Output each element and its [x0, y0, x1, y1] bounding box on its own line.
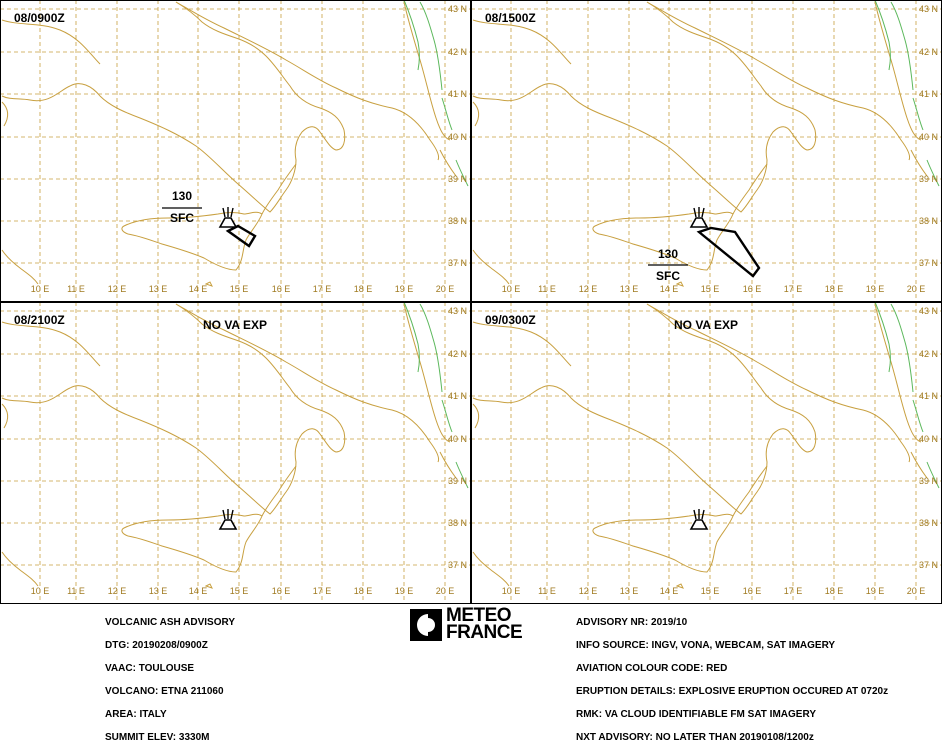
coastline — [473, 322, 571, 366]
longitude-label: 13 E — [148, 586, 168, 596]
latitude-label: 38 N — [447, 518, 467, 528]
advisory-remark: RMK: VA CLOUD IDENTIFIABLE FM SAT IMAGERY — [576, 709, 816, 720]
latitude-label: 42 N — [447, 349, 467, 359]
coastline — [647, 2, 910, 160]
panel-status-label: NO VA EXP — [202, 318, 268, 332]
volcano-plume — [231, 208, 233, 217]
longitude-label: 16 E — [742, 586, 762, 596]
longitude-label: 12 E — [578, 586, 598, 596]
longitude-label: 12 E — [107, 284, 127, 294]
longitude-label: 19 E — [394, 284, 414, 294]
coastline — [473, 250, 509, 284]
longitude-label: 14 E — [659, 284, 679, 294]
coastline — [2, 250, 38, 284]
advisory-eruption-details: ERUPTION DETAILS: EXPLOSIVE ERUPTION OCCURED AT 0720z — [576, 686, 889, 697]
advisory-next: NXT ADVISORY: NO LATER THAN 20190108/1200z — [576, 732, 814, 743]
latitude-label: 38 N — [447, 216, 467, 226]
volcano-icon — [220, 207, 236, 227]
panel-time-label: 08/0900Z — [14, 11, 65, 25]
longitude-label: 10 E — [501, 284, 521, 294]
map-panel-4 — [471, 302, 942, 604]
logo-line-1: METEO — [446, 605, 512, 626]
country-border — [891, 2, 913, 90]
longitude-label: 16 E — [271, 586, 291, 596]
flight-level-lower: SFC — [170, 211, 194, 225]
longitude-label: 14 E — [659, 586, 679, 596]
longitude-label: 19 E — [865, 284, 885, 294]
meteo-france-logo-icon — [410, 609, 442, 641]
coastline — [2, 552, 38, 586]
latitude-label: 39 N — [918, 174, 938, 184]
longitude-label: 10 E — [30, 586, 50, 596]
coastline — [404, 304, 450, 442]
coastline — [262, 466, 296, 516]
latitude-label: 41 N — [918, 391, 938, 401]
volcano-icon — [691, 509, 707, 529]
latitude-label: 38 N — [918, 518, 938, 528]
panel-frame — [1, 303, 471, 604]
longitude-label: 11 E — [67, 586, 85, 596]
latitude-label: 43 N — [447, 4, 467, 14]
longitude-label: 14 E — [188, 586, 208, 596]
longitude-label: 11 E — [538, 586, 556, 596]
longitude-label: 18 E — [353, 586, 373, 596]
longitude-label: 20 E — [906, 586, 926, 596]
longitude-label: 17 E — [783, 284, 803, 294]
advisory-summit-elev: SUMMIT ELEV: 3330M — [105, 732, 210, 743]
longitude-label: 18 E — [824, 284, 844, 294]
coastline — [911, 452, 927, 478]
volcano-plume — [223, 208, 225, 217]
panel-time-label: 08/2100Z — [14, 313, 65, 327]
flight-level-upper: 130 — [171, 189, 193, 203]
longitude-label: 10 E — [30, 284, 50, 294]
latitude-label: 43 N — [918, 4, 938, 14]
panel-frame — [1, 1, 471, 302]
longitude-label: 19 E — [394, 586, 414, 596]
latitude-label: 39 N — [447, 476, 467, 486]
coastline — [473, 2, 816, 212]
volcano-plume — [231, 510, 233, 519]
latitude-label: 41 N — [918, 89, 938, 99]
panel-status-label: NO VA EXP — [673, 318, 739, 332]
latitude-label: 37 N — [447, 560, 467, 570]
coastline — [440, 150, 456, 176]
longitude-label: 20 E — [435, 284, 455, 294]
longitude-label: 15 E — [229, 284, 249, 294]
panel-time-label: 09/0300Z — [485, 313, 536, 327]
volcano-cone — [220, 218, 236, 227]
map-panel-1 — [0, 0, 471, 302]
flight-level-lower: SFC — [656, 269, 680, 283]
volcano-plume — [702, 510, 704, 519]
latitude-label: 40 N — [447, 434, 467, 444]
meteo-france-logo — [410, 607, 540, 643]
longitude-label: 12 E — [107, 586, 127, 596]
latitude-label: 42 N — [447, 47, 467, 57]
longitude-label: 15 E — [700, 586, 720, 596]
country-border — [442, 98, 452, 130]
latitude-label: 40 N — [918, 132, 938, 142]
map-panel-3 — [0, 302, 471, 604]
country-border — [891, 304, 913, 392]
volcano-plume — [702, 208, 704, 217]
coastline — [473, 102, 479, 126]
coastline — [2, 304, 345, 514]
logo-line-2: FRANCE — [446, 622, 523, 643]
longitude-label: 20 E — [435, 586, 455, 596]
latitude-label: 37 N — [447, 258, 467, 268]
latitude-label: 38 N — [918, 216, 938, 226]
country-border — [913, 98, 923, 130]
latitude-label: 40 N — [918, 434, 938, 444]
longitude-label: 17 E — [312, 284, 332, 294]
panel-time-label: 08/1500Z — [485, 11, 536, 25]
latitude-label: 40 N — [447, 132, 467, 142]
coastline — [473, 552, 509, 586]
panel-frame — [472, 303, 942, 604]
latitude-label: 43 N — [918, 306, 938, 316]
longitude-label: 10 E — [501, 586, 521, 596]
advisory-dtg: DTG: 20190208/0900Z — [105, 640, 208, 651]
coastline — [733, 466, 767, 516]
latitude-label: 41 N — [447, 391, 467, 401]
volcano-cone — [691, 218, 707, 227]
longitude-label: 13 E — [619, 586, 639, 596]
coastline — [2, 102, 8, 126]
coastline — [404, 2, 450, 140]
country-border — [913, 400, 923, 432]
longitude-label: 18 E — [824, 586, 844, 596]
flight-level-upper: 130 — [657, 247, 679, 261]
panel-frame — [472, 1, 942, 302]
coastline — [2, 2, 345, 212]
coastline — [2, 404, 8, 428]
longitude-label: 18 E — [353, 284, 373, 294]
longitude-label: 11 E — [538, 284, 556, 294]
longitude-label: 19 E — [865, 586, 885, 596]
coastline — [473, 20, 571, 64]
latitude-label: 41 N — [447, 89, 467, 99]
advisory-title: VOLCANIC ASH ADVISORY — [105, 617, 236, 628]
coastline — [875, 2, 921, 140]
longitude-label: 20 E — [906, 284, 926, 294]
coastline — [176, 2, 439, 160]
longitude-label: 14 E — [188, 284, 208, 294]
map-panel-2 — [471, 0, 942, 302]
coastline — [911, 150, 927, 176]
advisory-area: AREA: ITALY — [105, 709, 167, 720]
latitude-label: 42 N — [918, 47, 938, 57]
coastline — [733, 164, 767, 214]
country-border — [442, 400, 452, 432]
longitude-label: 16 E — [742, 284, 762, 294]
volcano-icon — [220, 509, 236, 529]
longitude-label: 16 E — [271, 284, 291, 294]
volcano-plume — [223, 510, 225, 519]
volcano-plume — [694, 208, 696, 217]
coastline — [2, 322, 100, 366]
latitude-label: 39 N — [447, 174, 467, 184]
coastline — [473, 404, 479, 428]
longitude-label: 11 E — [67, 284, 85, 294]
advisory-number: ADVISORY NR: 2019/10 — [576, 617, 688, 628]
coastline — [2, 20, 100, 64]
longitude-label: 12 E — [578, 284, 598, 294]
advisory-volcano: VOLCANO: ETNA 211060 — [105, 686, 224, 697]
longitude-label: 13 E — [148, 284, 168, 294]
latitude-label: 37 N — [918, 560, 938, 570]
longitude-label: 17 E — [312, 586, 332, 596]
latitude-label: 37 N — [918, 258, 938, 268]
longitude-label: 17 E — [783, 586, 803, 596]
advisory-info-source: INFO SOURCE: INGV, VONA, WEBCAM, SAT IMAGERY — [576, 640, 836, 651]
volcano-plume — [694, 510, 696, 519]
coastline — [440, 452, 456, 478]
latitude-label: 39 N — [918, 476, 938, 486]
volcano-cone — [220, 520, 236, 529]
latitude-label: 43 N — [447, 306, 467, 316]
coastline — [875, 304, 921, 442]
coastline — [473, 304, 816, 514]
longitude-label: 15 E — [700, 284, 720, 294]
advisory-vaac: VAAC: TOULOUSE — [105, 663, 195, 674]
advisory-colour-code: AVIATION COLOUR CODE: RED — [576, 663, 728, 674]
longitude-label: 13 E — [619, 284, 639, 294]
volcano-cone — [691, 520, 707, 529]
volcano-icon — [691, 207, 707, 227]
longitude-label: 15 E — [229, 586, 249, 596]
ash-cloud-polygon — [228, 226, 255, 246]
country-border — [420, 2, 442, 90]
latitude-label: 42 N — [918, 349, 938, 359]
country-border — [420, 304, 442, 392]
coastline — [262, 164, 296, 214]
